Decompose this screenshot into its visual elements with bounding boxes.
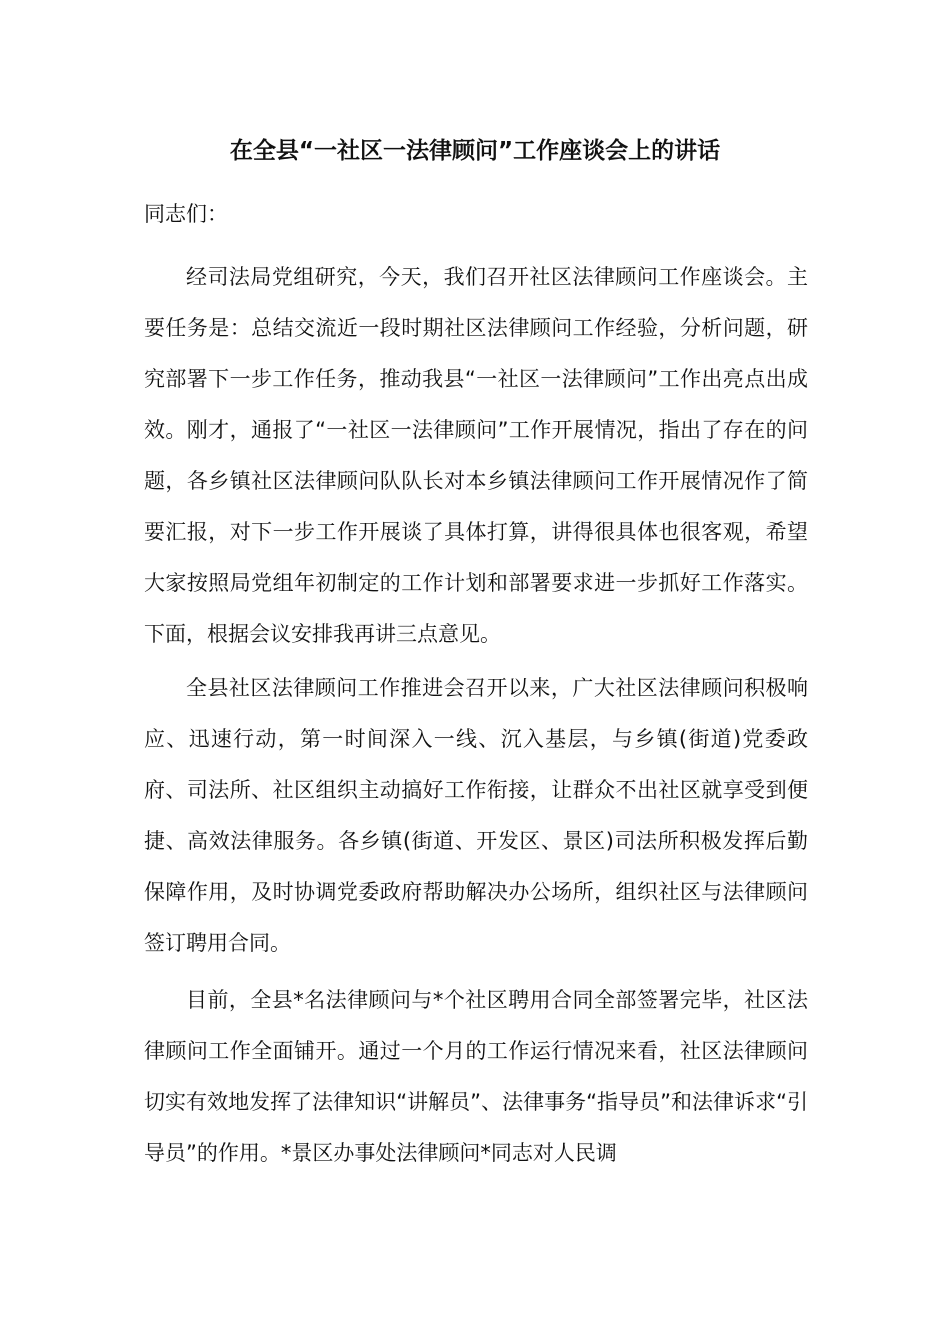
paragraph-2: 全县社区法律顾问工作推进会召开以来，广大社区法律顾问积极响应、迅速行动，第一时间深入一线、沉入基层，与乡镇(街道)党委政府、司法所、社区组织主动搞好工作衔接，让群众不出社区就享受到便捷、高效法律服务。各乡镇(街道、开发区、景区)司法所积极发挥后勤保障作用，及时协调党委政府帮助解决办公场所，组织社区与法律顾问签订聘用合同。 xyxy=(144,676,808,955)
document-title: 在全县“一社区一法律顾问”工作座谈会上的讲话 xyxy=(229,138,721,164)
salutation: 同志们： xyxy=(144,202,228,226)
paragraph-3: 目前，全县*名法律顾问与*个社区聘用合同全部签署完毕，社区法律顾问工作全面铺开。通过一个月的工作运行情况来看，社区法律顾问切实有效地发挥了法律知识“讲解员”、法律事务“指导员”和法律诉求“引导员”的作用。*景区办事处法律顾问*同志对人民调 xyxy=(144,988,808,1165)
paragraph-1: 经司法局党组研究，今天，我们召开社区法律顾问工作座谈会。主要任务是：总结交流近一段时期社区法律顾问工作经验，分析问题，研究部署下一步工作任务，推动我县“一社区一法律顾问”工作出亮点出成效。刚才，通报了“一社区一法律顾问”工作开展情况，指出了存在的问题，各乡镇社区法律顾问队队长对本乡镇法律顾问工作开展情况作了简要汇报，对下一步工作开展谈了具体打算，讲得很具体也很客观，希望大家按照局党组年初制定的工作计划和部署要求进一步抓好工作落实。下面，根据会议安排我再讲三点意见。 xyxy=(144,265,808,646)
